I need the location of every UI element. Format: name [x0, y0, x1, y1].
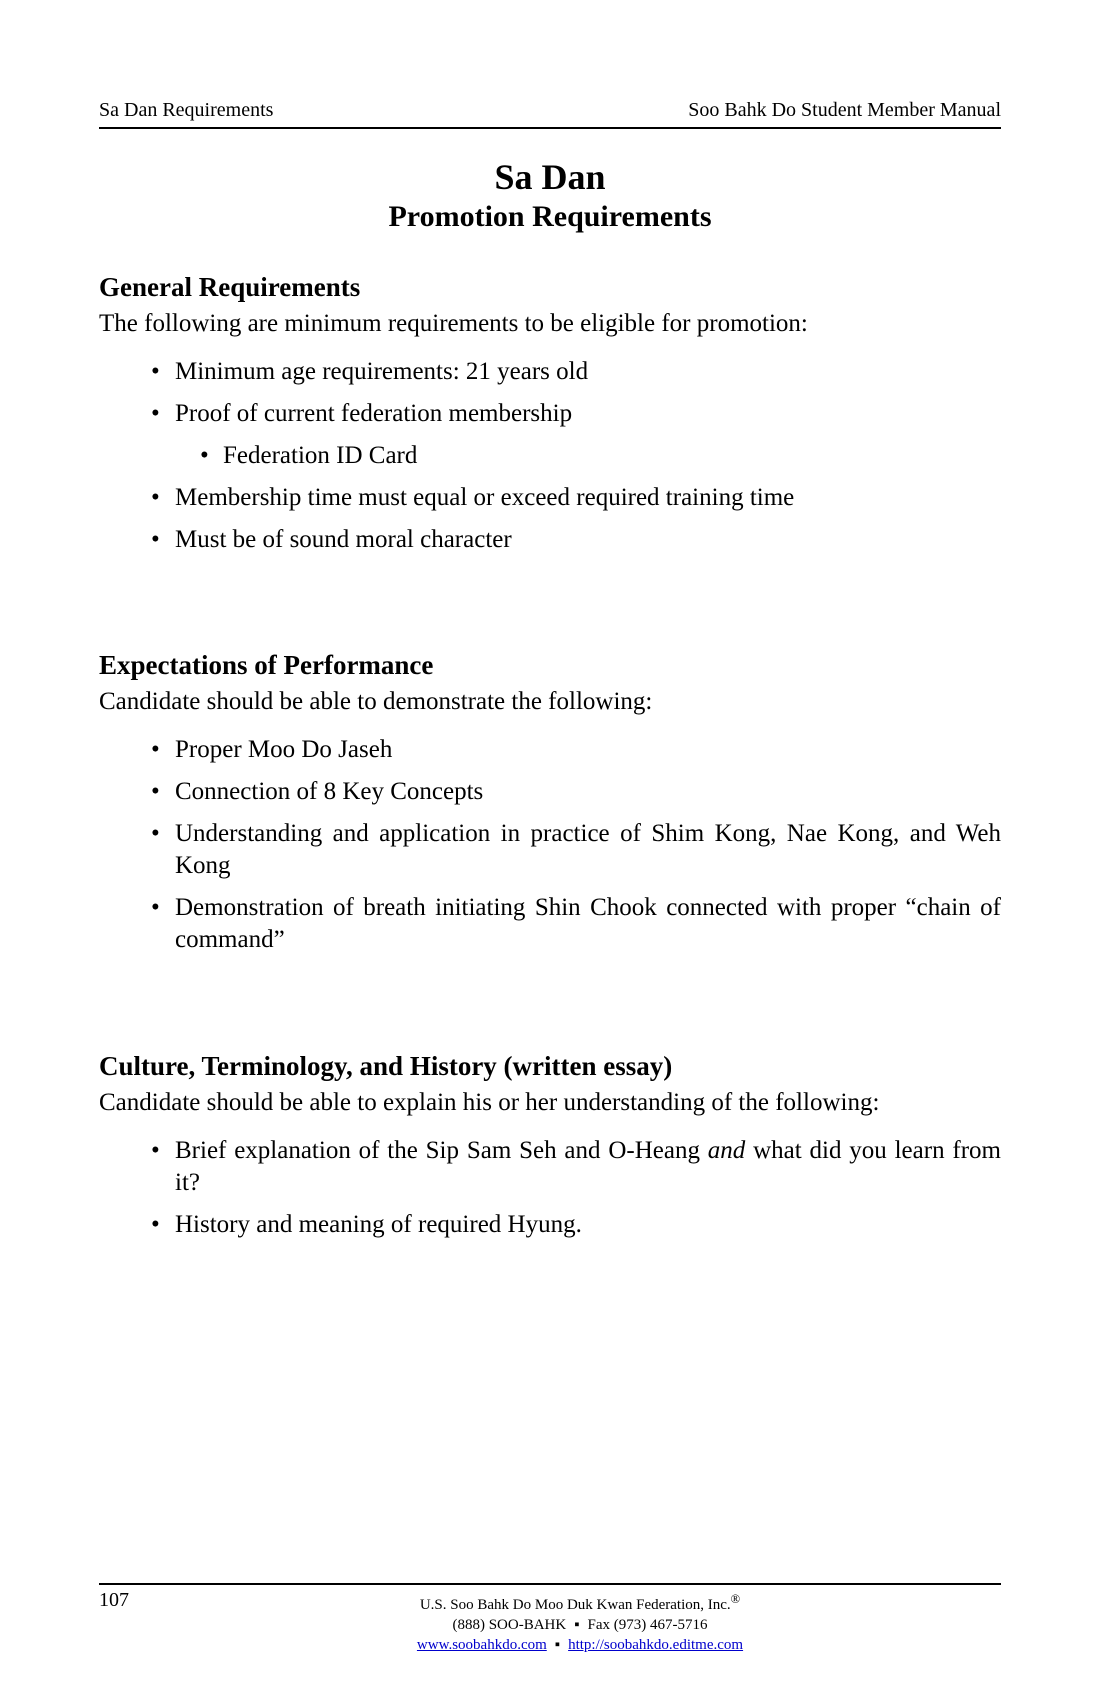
page-subtitle: Promotion Requirements: [388, 200, 712, 233]
list-item: [99, 482, 1001, 514]
bullet-icon: •: [151, 820, 160, 847]
bullet-list: [99, 1135, 1001, 1241]
footer-org-line: [159, 1589, 1001, 1615]
bullet-icon: •: [151, 894, 160, 921]
section-heading: Expectations of Performance: [99, 650, 434, 680]
section-heading: General Requirements: [99, 272, 361, 302]
bullet-icon: •: [151, 778, 160, 805]
section-intro: Candidate should be able to explain his or her understanding of the following:: [99, 1089, 880, 1116]
list-item-text: Must be of sound moral character: [175, 526, 512, 553]
footer-org: U.S. Soo Bahk Do Moo Duk Kwan Federation, Inc.: [419, 1597, 731, 1613]
footer-phone: (888) SOO-BAHK: [452, 1617, 567, 1633]
list-item-text: Understanding and application in practice of Shim Kong, Nae Kong, and Weh Kong: [175, 820, 1001, 879]
wiki-link[interactable]: http://soobahkdo.editme.com: [568, 1637, 744, 1653]
page-footer: [99, 1583, 1001, 1655]
footer-phone-line: [159, 1615, 1001, 1635]
separator-icon: ▪: [574, 1617, 580, 1633]
list-item-text: Demonstration of breath initiating Shin Chook connected with proper “chain of command”: [175, 894, 1001, 953]
bullet-icon: •: [151, 484, 160, 511]
list-item-text: Minimum age requirements: 21 years old: [175, 358, 589, 385]
bullet-icon: •: [151, 526, 160, 553]
list-item: [99, 776, 1001, 808]
bullet-list: [99, 734, 1001, 956]
list-item: [99, 1209, 1001, 1241]
registered-mark: ®: [730, 1592, 741, 1606]
page-title: Sa Dan: [494, 157, 606, 197]
section-intro: The following are minimum requirements to be eligible for promotion:: [99, 310, 808, 337]
list-item: [99, 892, 1001, 956]
list-item: [99, 398, 1001, 472]
list-item-text: Proper Moo Do Jaseh: [175, 736, 393, 763]
bullet-icon: •: [151, 400, 160, 427]
list-item: [99, 818, 1001, 882]
list-item-text: History and meaning of required Hyung.: [175, 1211, 582, 1238]
list-item-text: Federation ID Card: [223, 442, 418, 469]
list-item-emphasis: and: [707, 1137, 746, 1164]
bullet-icon: •: [151, 1211, 160, 1238]
list-item-text-post: what did you learn from it?: [175, 1137, 1001, 1196]
list-item: [99, 1135, 1001, 1199]
bullet-list: [99, 356, 1001, 556]
list-item: [99, 734, 1001, 766]
list-item: [99, 524, 1001, 556]
bullet-icon: •: [151, 1137, 160, 1164]
website-link[interactable]: www.soobahkdo.com: [416, 1637, 547, 1653]
title-block: [99, 155, 1001, 235]
header-left-title: Sa Dan Requirements: [99, 99, 274, 121]
list-item-text: Membership time must equal or exceed required training time: [175, 484, 795, 511]
section-heading: Culture, Terminology, and History (written essay): [99, 1051, 673, 1081]
list-item: [99, 356, 1001, 388]
separator-icon: ▪: [554, 1637, 561, 1653]
list-item-text: Proof of current federation membership: [175, 400, 573, 427]
section-general-requirements: [99, 270, 1001, 566]
page-number: 107: [99, 1589, 129, 1611]
section-expectations-of-performance: [99, 648, 1001, 966]
bullet-icon: •: [151, 736, 160, 763]
header-right-title: Soo Bahk Do Student Member Manual: [688, 99, 1001, 121]
footer-contact: [99, 1589, 1001, 1655]
footer-fax: Fax (973) 467-5716: [587, 1617, 708, 1633]
sub-list-item: [175, 440, 1001, 472]
bullet-icon: •: [200, 442, 209, 469]
page-header: [99, 98, 1001, 129]
sub-bullet-list: [175, 440, 1001, 472]
section-culture-terminology-history: [99, 1049, 1001, 1251]
section-intro: Candidate should be able to demonstrate the following:: [99, 688, 653, 715]
footer-links-line: [159, 1635, 1001, 1655]
bullet-icon: •: [151, 358, 160, 385]
list-item-text-pre: Brief explanation of the Sip Sam Seh and O-Heang: [175, 1137, 708, 1164]
list-item-text: Connection of 8 Key Concepts: [175, 778, 484, 805]
